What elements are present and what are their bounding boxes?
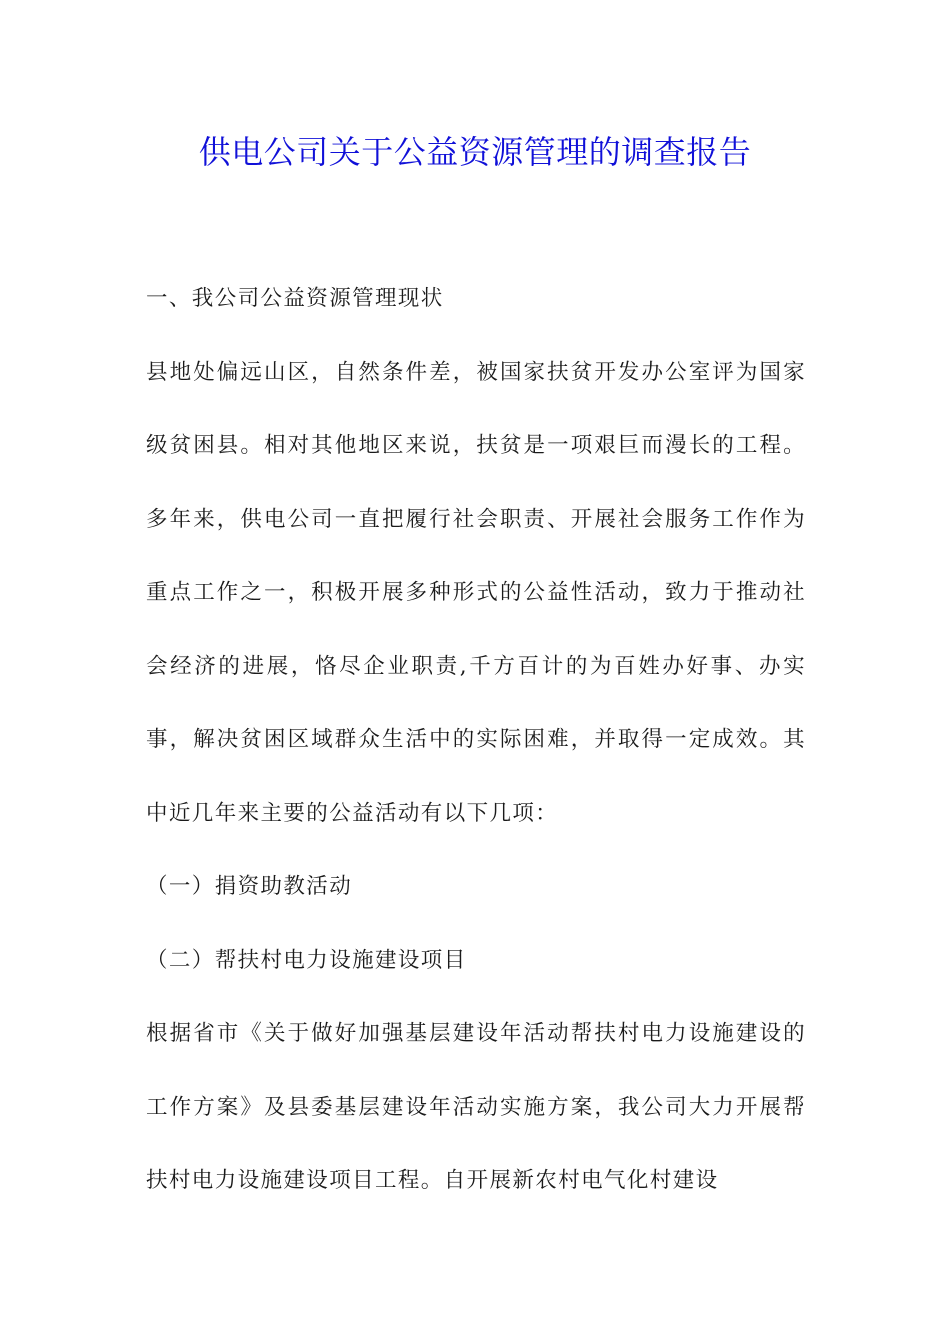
paragraph-power-facilities: 根据省市《关于做好加强基层建设年活动帮扶村电力设施建设的工作方案》及县委基层建设年活动实施方案，我公司大力开展帮扶村电力设施建设项目工程。自开展新农村电气化村建设 [146, 1021, 806, 1193]
subsection-heading-education: （一）捐资助教活动 [146, 874, 353, 899]
paragraph-overview: 县地处偏远山区，自然条件差，被国家扶贫开发办公室评为国家级贫困县。相对其他地区来说，扶贫是一项艰巨而漫长的工程。多年来，供电公司一直把履行社会职责、开展社会服务工作作为重点工作之一，积极开展多种形式的公益性活动，致力于推动社会经济的进展，恪尽企业职责,千方百计的为百姓办好事、办实事，解决贫困区域群众生活中的实际困难，并取得一定成效。其中近几年来主要的公益活动有以下几项： [146, 359, 806, 826]
document-title: 供电公司关于公益资源管理的调查报告 [198, 133, 752, 171]
subsection-heading-power-facilities: （二）帮扶村电力设施建设项目 [146, 947, 467, 973]
section-heading-status: 一、我公司公益资源管理现状 [146, 286, 444, 311]
document-body [146, 262, 806, 1218]
